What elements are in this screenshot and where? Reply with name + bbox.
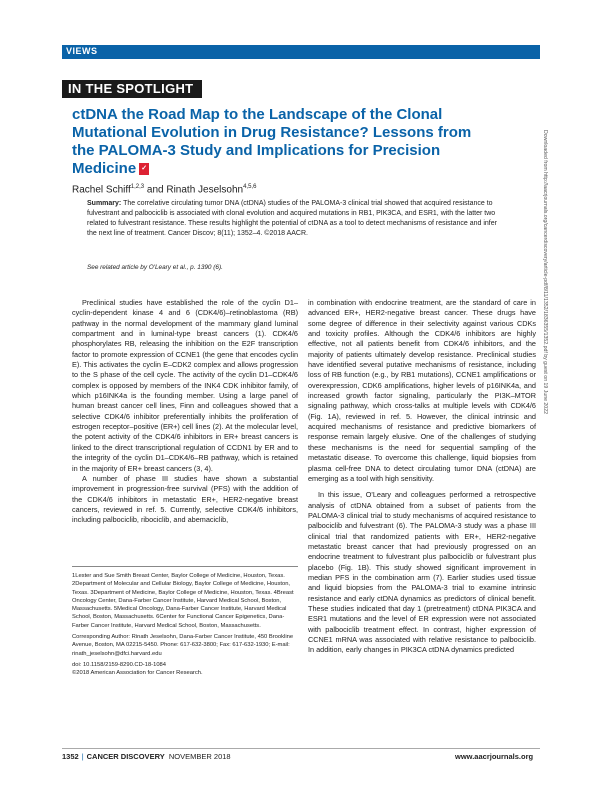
issue-date: NOVEMBER 2018 xyxy=(168,752,231,761)
journal-name: CANCER DISCOVERY xyxy=(86,752,165,761)
download-side-note-text: Downloaded from http://aacrjournals.org/cancerdiscovery/article-pdf/8/11/1352/1836355/1352.pdf by guest on 19 June 2022 xyxy=(542,130,548,414)
doi[interactable]: doi: 10.1158/2159-8290.CD-18-1084 xyxy=(72,661,167,668)
body-paragraph: in combination with endocrine treatment, are the standard of care in advanced ER+, HER2-negative breast cancer. These drugs have some degree of difference in their selectivity against various CDKs and toxicity profiles. Although the CDK4/6 inhibitors are highly effective, not all patients benefit from CDK4/6 inhibitors, and the majority of patients ultimately develop resistance. Preclinical studies have identified several putative mechanisms of resistance, including loss of RB function (e.g., by RB1 mutations), CCNE1 amplifications or overexpression, CDK6 amplifications, higher levels of p16INK4a, and increased growth factor signaling, particularly the PI3K–MTOR signaling pathway, which cross-talks at multiple levels with CDK4/6 (Fig. 1A), reviewed in ref. 5. However, the clinical intrinsic and acquired mechanisms of resistance and predictive biomarkers of response remain largely elusive. One of the challenges of studying these mechanisms is the need for sequential sampling of the metastatic disease. To overcome this challenge, liquid biopsies from plasma cell-free DNA to detect circulating tumor DNA (ctDNA) are emerging as a tool with high sensitivity. xyxy=(308,298,536,483)
affiliations: 1Lester and Sue Smith Breast Center, Baylor College of Medicine, Houston, Texas. 2Department of Molecular and Cellular Biology, Baylor College of Medicine, Houston, Texas. 3Department of Medicine, Baylor College of Medicine, Houston, Texas. 4Breast Oncology Center, Dana-Farber Cancer Institute, Harvard Medical School, Boston, Massachusetts. 5Medical Oncology, Dana-Farber Cancer Institute, Harvard Medical School, Boston, Massachusetts. 6Center for Functional Cancer Epigenetics, Dana-Farber Cancer Institute, Harvard Medical School, Boston, Massachusetts. xyxy=(72,573,294,629)
body-paragraph: A number of phase III studies have shown a substantial improvement in progression-free survival (PFS) with the addition of the CDK4/6 inhibitors in metastatic ER+, HER2-negative breast cancers, reviewed in ref. 5. Currently, selective CDK4/6 inhibitors, including palbociclib, ribociclib, and abemaciclib, xyxy=(72,473,298,525)
summary-text: The correlative circulating tumor DNA (ctDNA) studies of the PALOMA-3 clinical trial showed that acquired resistance to fulvestrant and palbociclib is associated with clonal evolution and acquired mutations in RB1, PIK3CA, and ESR1, with the latter two related to fulvestrant resistance. These results highlight the potential of ctDNA as a tool to detect mechanisms of resistance and infer the next line of treatment. Cancer Discov; 8(11); 1352–4. ©2018 AACR. xyxy=(87,200,497,237)
crossmark-icon[interactable]: ✓ xyxy=(139,163,149,175)
article-authors: Rachel Schiff$^{1,2,3}$ and Rinath Jeselsohn$^{4,5,6}$ xyxy=(72,184,257,196)
footnote-divider xyxy=(72,566,298,567)
footnotes xyxy=(72,572,300,681)
body-paragraph: Preclinical studies have established the role of the cyclin D1–cyclin-dependent kinase 4 and 6 (CDK4/6)–retinoblastoma (RB) pathway in the normal development of the mammary gland luminal compartment and in luminal-type breast cancers (1). CDK4/6 phosphorylates RB, releasing the inhibition on the E2F transcription factor to promote expression of CCNE1 (the gene that encodes cyclin E). This activates the cyclin E–CDK2 complex and allows progression to the S phase of the cell cycle. The activity of the cyclin D1–CDK4/6 complex is opposed by members of the INK4 CDK inhibitor family, of which p16INK4a is the founding member. Using a large panel of human breast cancer cell lines, Finn and colleagues showed that a selective CDK4/6 inhibitor preferentially inhibits the proliferation of estrogen receptor–positive (ER+) cell lines (2). At the molecular level, the potent activity of the CDK4/6 inhibitors in ER+ breast cancers is linked to the direct transcriptional regulation of CCDN1 by ER and to the integrity of the cyclin D1–CDK4/6–RB pathway, which is retained in the majority of ER+ breast cancers (3, 4). xyxy=(72,298,298,473)
corresponding-author: Corresponding Author: Rinath Jeselsohn, Dana-Farber Cancer Institute, 450 Brookline Avenue, Boston, MA 02215-5450. Phone: 617-632-3800; Fax: 617-632-1930; E-mail: rinath_jeselsohn@dfci.harvard.edu xyxy=(72,634,294,657)
spotlight-label: IN THE SPOTLIGHT xyxy=(68,81,194,96)
download-side-note xyxy=(540,130,548,620)
article-title xyxy=(72,106,492,178)
summary-label: Summary: xyxy=(87,200,122,207)
page-footer xyxy=(62,752,231,761)
section-bar xyxy=(62,45,540,59)
body-column-right xyxy=(308,298,536,656)
article-title-text: ctDNA the Road Map to the Landscape of the Clonal Mutational Evolution in Drug Resistance? Lessons from the PALOMA-3 Study and Implications for Precision Medicine xyxy=(72,106,472,177)
see-related-link[interactable]: See related article by O'Leary et al., p. 1390 (6). xyxy=(87,264,223,271)
footer-divider xyxy=(62,748,540,749)
article-summary xyxy=(87,199,497,239)
section-label: VIEWS xyxy=(66,46,98,56)
footer-separator: | xyxy=(81,752,84,761)
copyright: ©2018 American Association for Cancer Research. xyxy=(72,670,203,677)
body-column-left xyxy=(72,298,298,526)
journal-website[interactable]: www.aacrjournals.org xyxy=(455,752,534,761)
page-number: 1352 xyxy=(62,752,79,761)
body-paragraph: In this issue, O'Leary and colleagues performed a retrospective analysis of ctDNA obtained from a subset of patients from the PALOMA-3 clinical trial to study mechanisms of acquired resistance to palbociclib and fulvestrant (6). The PALOMA-3 study was a phase III clinical trial that randomized patients with ER+, HER2-negative metastatic breast cancer that had previously progressed on an endocrine treatment to fulvestrant plus palbociclib or fulvestrant plus placebo (Fig. 1B). This study showed significant improvement in median PFS in the combination arm (7). Earlier studies used tissue and liquid biopsies from the PALOMA-3 trial to examine intrinsic resistance and early ctDNA dynamics as predictors of clinical benefit. These studies indicated that day 1 (pretreatment) ctDNA PIK3CA and ESR1 mutations and the level of ER expression were not associated with palbociclib treatment effect. In contrast, higher expression of CCNE1 mRNA was associated with relative resistance to palbociclib. In addition, early changes in PIK3CA ctDNA dynamics predicted xyxy=(308,490,536,655)
